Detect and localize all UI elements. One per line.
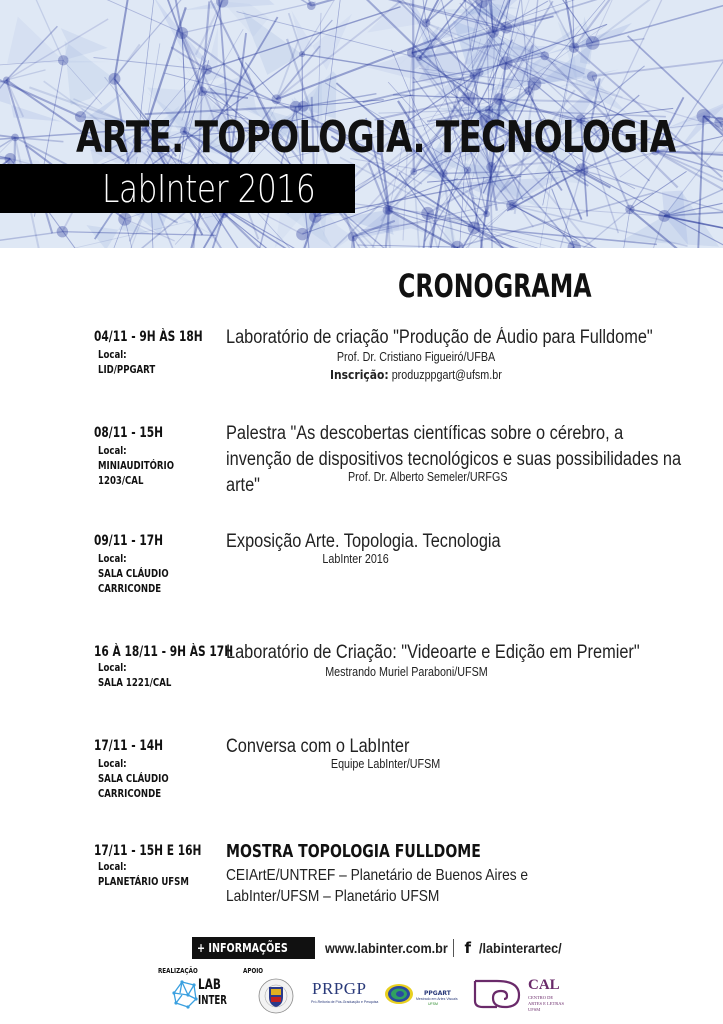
event-speaker (226, 757, 546, 771)
event-title: Conversa com o LabInter (226, 736, 410, 757)
subtitle: LabInter 2016 (102, 167, 316, 211)
registration-email[interactable]: produzppgart@ufsm.br (391, 368, 502, 382)
info-row (192, 937, 571, 959)
event-speaker (226, 350, 606, 364)
event-speaker (226, 665, 586, 679)
event-location (98, 551, 169, 596)
event-title: Laboratório de criação "Produção de Áudio para Fulldome" (226, 327, 653, 348)
speaker-text: Equipe LabInter/UFSM (331, 757, 441, 771)
cal-sub-line: ARTES E LETRAS (528, 1001, 564, 1006)
event-date: 04/11 - 9H ÀS 18H (94, 329, 203, 345)
location-label: Local: (98, 661, 127, 674)
location-line: CARRICONDE (98, 787, 162, 800)
event-date: 08/11 - 15H (94, 425, 164, 441)
event-date: 17/11 - 14H (94, 738, 164, 754)
ppgart-logo-subtitle: Mestrado em Artes Visuais (416, 997, 458, 1001)
event-title: Exposição Arte. Topologia. Tecnologia (226, 531, 501, 552)
speaker-text: Prof. Dr. Alberto Semeler/URFGS (348, 470, 508, 484)
event-date: 09/11 - 17H (94, 533, 164, 549)
location-label: Local: (98, 757, 127, 770)
location-line: CARRICONDE (98, 582, 162, 595)
ppgart-swirl-icon (384, 983, 414, 1005)
cal-sub-line: CENTRO DE (528, 995, 554, 1000)
divider (453, 939, 454, 957)
ppgart-logo-text: PPGART (424, 990, 451, 997)
network-logo-icon (170, 979, 198, 1009)
location-label: Local: (98, 444, 127, 457)
event-title: MOSTRA TOPOLOGIA FULLDOME (226, 841, 481, 862)
info-label: + INFORMAÇÕES (197, 941, 288, 955)
event-title: Palestra "As descobertas científicas sobre o cérebro, a invenção de dispositivos tecnológicos e suas possibilidades na arte" (226, 423, 682, 496)
event-location (98, 443, 174, 488)
event-registration (226, 367, 606, 382)
description-line: CEIArtE/UNTREF – Planetário de Buenos Aires e (226, 867, 529, 884)
location-line: PLANETÁRIO UFSM (98, 875, 189, 888)
cal-scroll-icon (472, 978, 524, 1010)
ppgart-logo-subtitle-2: UFSM (428, 1002, 438, 1006)
event-location (98, 347, 155, 377)
event-date: 17/11 - 15H E 16H (94, 843, 202, 859)
realizacao-label: REALIZAÇÃO (158, 967, 198, 975)
facebook-icon: f (464, 939, 471, 957)
prpgp-logo-subtitle: Pró-Reitoria de Pós-Graduação e Pesquisa (311, 1000, 379, 1004)
labinter-logo-inter: INTER (198, 993, 227, 1007)
speaker-text: Mestrando Muriel Paraboni/UFSM (324, 665, 488, 679)
cal-logo-text: CAL (528, 977, 560, 993)
description-line: LabInter/UFSM – Planetário UFSM (226, 888, 440, 905)
location-line: SALA CLÁUDIO (98, 772, 169, 785)
location-label: Local: (98, 348, 127, 361)
event-location (98, 660, 171, 690)
location-line: LID/PPGART (98, 363, 156, 376)
event-date: 16 À 18/11 - 9H ÀS 17H (94, 644, 234, 660)
cal-sub-line: UFSM (528, 1007, 541, 1012)
location-line: SALA 1221/CAL (98, 676, 172, 689)
speaker-text: Prof. Dr. Cristiano Figueiró/UFBA (336, 350, 496, 364)
cal-logo-subtitle (528, 995, 564, 1013)
registration-label: Inscrição: (330, 367, 389, 382)
main-title: ARTE. TOPOLOGIA. TECNOLOGIA (76, 112, 676, 163)
location-line: MINIAUDITÓRIO (98, 459, 175, 472)
info-badge (192, 937, 315, 959)
labinter-logo-lab: LAB (198, 977, 221, 993)
location-label: Local: (98, 860, 127, 873)
apoio-label: APOIO (243, 967, 264, 975)
event-location (98, 859, 189, 889)
event-location (98, 756, 169, 801)
university-seal-icon (258, 976, 294, 1016)
event-speaker (226, 552, 486, 566)
event-title: Laboratório de Criação: "Videoarte e Edição em Premier" (226, 642, 640, 663)
location-line: SALA CLÁUDIO (98, 567, 169, 580)
header-banner (0, 0, 723, 248)
section-title: CRONOGRAMA (398, 267, 592, 305)
speaker-text: LabInter 2016 (322, 552, 390, 566)
prpgp-logo-text: PRPGP (312, 979, 367, 998)
event-description (226, 865, 528, 907)
location-label: Local: (98, 552, 127, 565)
location-line: 1203/CAL (98, 474, 144, 487)
facebook-link[interactable]: /labinterartec/ (479, 940, 562, 956)
website-link[interactable]: www.labinter.com.br (325, 940, 449, 956)
event-speaker (238, 470, 618, 484)
